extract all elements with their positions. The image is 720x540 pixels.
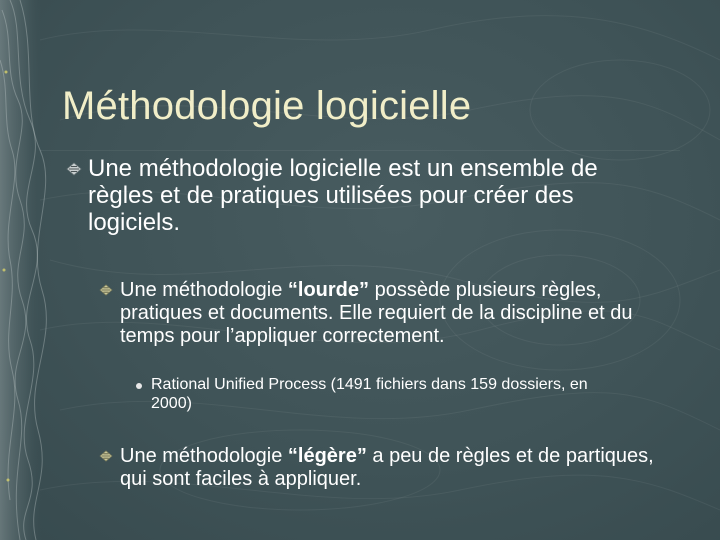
striped-diamond-icon <box>99 449 113 467</box>
round-dot-icon <box>136 383 142 389</box>
bullet-heavy-text-pre: Une méthodologie <box>120 279 288 301</box>
bullet-light-methodology <box>120 445 665 491</box>
bullet-heavy-text-post: possède plusieurs règles, pratiques et documents. Elle requiert de la discipline et du temps pour l’appliquer correctement. <box>120 279 633 347</box>
bullet-heavy-keyword: “lourde” <box>287 279 370 301</box>
bullet-light-text-post: a peu de règles et de partiques, qui sont faciles à appliquer. <box>120 445 654 490</box>
bullet-methodology-definition: Une méthodologie logicielle est un ensemble de règles et de pratiques utilisées pour créer des logiciels. <box>88 155 598 236</box>
striped-diamond-icon <box>66 162 82 181</box>
slide-title: Méthodologie logicielle <box>62 84 472 128</box>
title-divider <box>40 150 680 151</box>
bullet-light-keyword: “légère” <box>287 445 367 467</box>
bullet-rup-example: Rational Unified Process (1491 fichiers dans 159 dossiers, en 2000) <box>151 376 588 412</box>
striped-diamond-icon <box>99 283 113 301</box>
bullet-light-text-pre: Une méthodologie <box>120 445 288 467</box>
bullet-heavy-methodology <box>120 279 665 348</box>
